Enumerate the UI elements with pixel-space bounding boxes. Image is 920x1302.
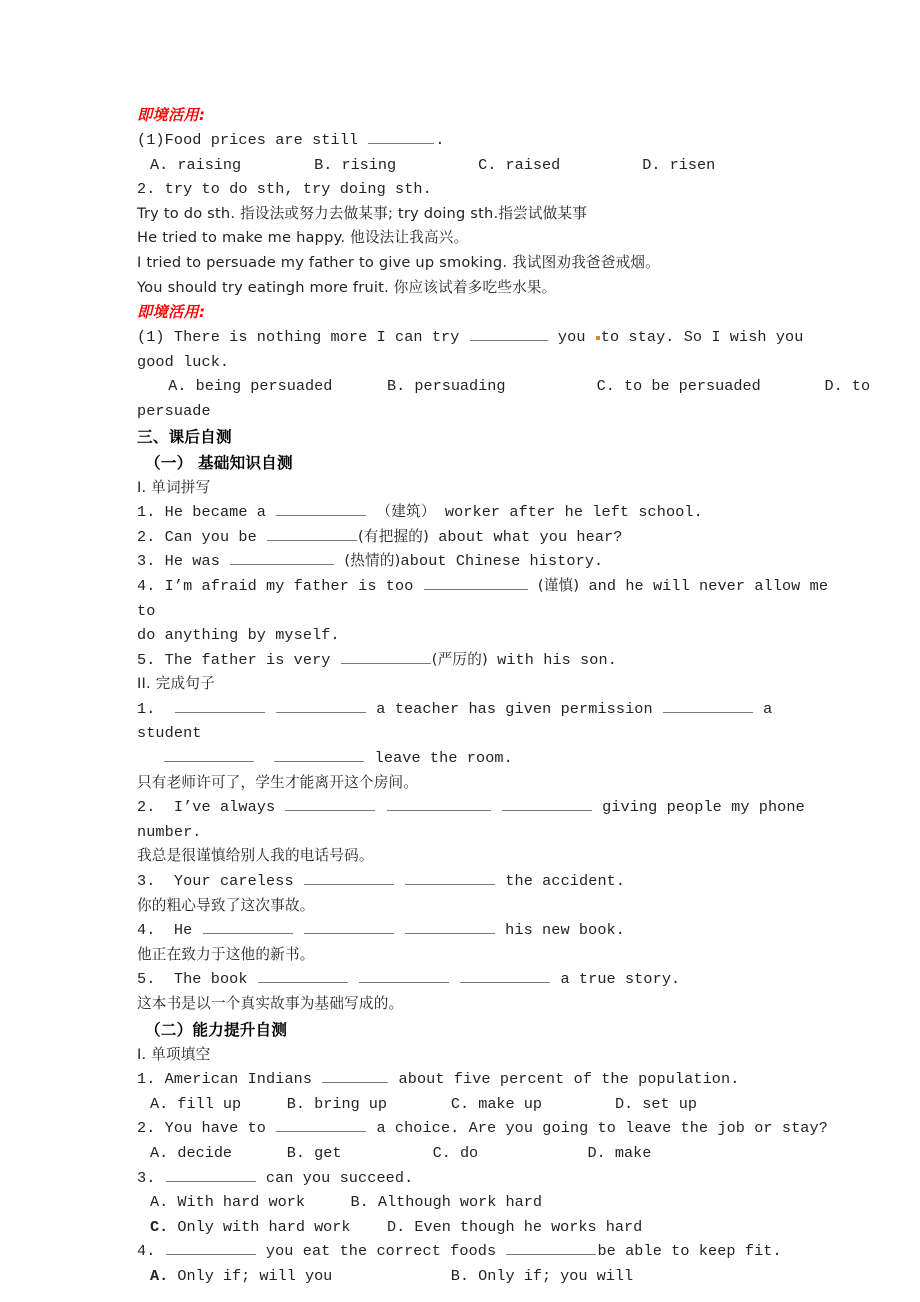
option-letter-d: D. (387, 1217, 406, 1236)
option-letter-c: C. (150, 1217, 169, 1236)
item-post: his new book. (495, 921, 625, 940)
sentence-item-2 (137, 795, 837, 844)
mc-options-2 (137, 1141, 837, 1166)
practice-heading-2: 即境活用: (137, 303, 206, 322)
mc-options-1 (137, 1092, 837, 1117)
option-text-b[interactable]: persuading (414, 377, 506, 396)
item-pre: He (173, 921, 202, 940)
spelling-item-4 (137, 574, 837, 623)
answer-blank[interactable] (230, 550, 334, 565)
grammar-point-explanation: Try to do sth. 指设法或努力去做某事; try doing sth.指尝试做某事 (137, 204, 588, 222)
item-post: be able to keep fit. (597, 1242, 782, 1261)
item-pre: Can you be (164, 527, 267, 546)
item-post: with his son. (487, 650, 617, 669)
answer-blank[interactable] (322, 1068, 388, 1083)
practice2-options (137, 374, 871, 399)
grammar-example-1: He tried to make me happy. 他设法让我高兴。 (137, 229, 469, 247)
item-mid: you eat the correct foods (256, 1242, 506, 1261)
answer-blank[interactable] (470, 326, 548, 341)
grammar-point-number: 2. (137, 180, 156, 199)
answer-blank[interactable] (387, 796, 491, 811)
item-number: 4. (137, 921, 156, 940)
answer-blank[interactable] (424, 574, 528, 589)
item-post: a choice. Are you going to leave the job or stay? (367, 1119, 828, 1138)
answer-blank[interactable] (663, 697, 753, 712)
item-pre: The book (173, 970, 257, 989)
item-number: 1. (137, 503, 156, 522)
answer-blank[interactable] (304, 870, 394, 885)
item-post: about five percent of the population. (389, 1070, 740, 1089)
option-letter-a: A. (150, 155, 169, 174)
option-text-b[interactable]: Although work hard (377, 1193, 542, 1212)
document-body (137, 103, 871, 1289)
item-number: 3. (137, 872, 156, 891)
item-number: 3. (137, 1168, 156, 1187)
sentence-item-3 (137, 869, 837, 894)
item-number: 2. (137, 527, 156, 546)
practice2-question-pre: (1) There is nothing more I can try (137, 328, 469, 347)
answer-blank[interactable] (274, 747, 364, 762)
answer-blank[interactable] (405, 919, 495, 934)
answer-blank[interactable] (502, 796, 592, 811)
grammar-point-title-line (137, 177, 837, 202)
answer-blank[interactable] (359, 968, 449, 983)
item-hint: (谨慎) (537, 576, 580, 594)
sentence-item-2-translation: 我总是很谨慎给别人我的电话号码。 (137, 847, 374, 865)
practice2-options-wrap: persuade (137, 401, 211, 420)
option-text-a[interactable]: decide (177, 1143, 233, 1162)
sentence-item-4 (137, 918, 837, 943)
item-hint: （建筑） (376, 503, 436, 521)
option-text-a[interactable]: raising (177, 155, 242, 174)
answer-blank[interactable] (164, 747, 254, 762)
option-text-c[interactable]: Only with hard work (177, 1217, 351, 1236)
spelling-item-3 (137, 549, 837, 574)
option-letter-c: C. (450, 1094, 470, 1113)
mc-options-3-row1 (137, 1190, 837, 1215)
item-hint: (严厉的) (431, 650, 488, 668)
item-number: 3. (137, 552, 156, 571)
option-letter-b: B. (286, 1094, 305, 1113)
option-text-d[interactable]: risen (669, 155, 716, 174)
option-text-d[interactable]: set up (642, 1094, 697, 1113)
answer-blank[interactable] (166, 1166, 256, 1181)
section-heading-part3: 三、课后自测 (137, 427, 232, 446)
sentence-item-5 (137, 967, 837, 992)
practice2-question-post: to stay. So I wish you good luck. (137, 328, 813, 371)
sentence-item-1 (137, 697, 837, 746)
item-mid: a teacher has given permission (367, 699, 662, 718)
mc-question-3 (137, 1166, 837, 1191)
item-hint: (有把握的) (358, 527, 429, 545)
option-letter-a: A. (150, 1094, 169, 1113)
answer-blank[interactable] (203, 919, 293, 934)
task-label-complete-sentences: II. 完成句子 (137, 675, 215, 693)
practice1-question-tail: . (435, 131, 445, 149)
answer-blank[interactable] (276, 1117, 366, 1132)
item-number: 1. (137, 1070, 156, 1089)
answer-blank[interactable] (276, 697, 366, 712)
mc-question-1 (137, 1067, 837, 1092)
sentence-item-5-translation: 这本书是以一个真实故事为基础写成的。 (137, 995, 404, 1012)
answer-blank[interactable] (175, 697, 265, 712)
item-hint: (热情的) (344, 552, 401, 570)
item-pre: The father is very (164, 650, 340, 669)
item-number: 1. (137, 699, 156, 718)
option-text-d[interactable]: Even though he works hard (414, 1217, 643, 1236)
option-text-c[interactable]: make up (478, 1094, 543, 1113)
spelling-item-5 (137, 648, 837, 673)
option-letter-b: B. (314, 155, 333, 174)
option-text-b[interactable]: bring up (314, 1094, 388, 1113)
item-pre: American Indians (164, 1070, 322, 1089)
option-letter-c: C. (478, 155, 497, 174)
mc-question-4 (137, 1239, 837, 1264)
item-post: and he will never allow me to (137, 576, 838, 620)
editing-mark-icon (596, 336, 600, 340)
spelling-item-2 (137, 525, 837, 550)
option-letter-a: A. (168, 377, 187, 396)
item-pre: Your careless (173, 872, 303, 891)
item-post: can you succeed. (256, 1168, 414, 1187)
option-letter-a: A. (150, 1143, 169, 1162)
item-pre: I’ve always (173, 798, 285, 817)
option-text-a[interactable]: Only if; will you (177, 1266, 333, 1285)
sentence-item-3-translation: 你的粗心导致了这次事故。 (137, 896, 315, 914)
item-pre: You have to (164, 1119, 276, 1138)
practice-heading-1: 即境活用: (137, 106, 206, 124)
option-text-a[interactable]: With hard work (177, 1193, 305, 1212)
option-text-c[interactable]: do (459, 1143, 479, 1162)
item-number: 5. (137, 970, 156, 989)
answer-blank[interactable] (341, 648, 431, 663)
option-letter-b: B. (286, 1143, 305, 1162)
item-post: worker after he left school. (435, 503, 703, 522)
answer-blank[interactable] (368, 129, 434, 144)
option-letter-a: A. (150, 1266, 169, 1285)
option-text-a[interactable]: fill up (177, 1094, 242, 1113)
option-text-a[interactable]: being persuaded (195, 377, 333, 396)
item-post: a student (137, 699, 782, 743)
answer-blank[interactable] (166, 1240, 256, 1255)
option-text-c[interactable]: raised (505, 155, 561, 174)
answer-blank[interactable] (285, 796, 375, 811)
option-letter-d: D. (614, 1094, 634, 1113)
subsection-heading-a: （一） 基础知识自测 (145, 453, 293, 472)
option-text-b[interactable]: rising (341, 155, 397, 174)
practice1-options (137, 153, 837, 178)
grammar-example-2: I tried to persuade my father to give up smoking. 我试图劝我爸爸戒烟。 (137, 253, 660, 271)
task-label-word-spelling: I. 单词拼写 (137, 478, 211, 496)
subsection-heading-b: （二）能力提升自测 (145, 1020, 288, 1039)
option-letter-c: C. (596, 377, 615, 396)
practice1-question (137, 128, 837, 153)
spelling-item-1 (137, 500, 837, 525)
grammar-point-title: try to do sth, try doing sth. (164, 180, 432, 199)
option-letter-b: B. (450, 1266, 470, 1285)
sentence-item-1-line2 (137, 746, 837, 771)
item-number: 2. (137, 798, 156, 817)
item-pre: I’m afraid my father is too (164, 576, 423, 595)
item-post: a true story. (551, 970, 681, 989)
option-text-b[interactable]: Only if; you will (478, 1266, 634, 1285)
practice2-question-mid: you (548, 328, 595, 347)
item-pre: He became a (164, 503, 276, 522)
item-post: leave the room. (365, 749, 513, 768)
item-number: 4. (137, 576, 156, 595)
option-text-c[interactable]: to be persuaded (624, 377, 761, 396)
option-letter-a: A. (150, 1193, 169, 1212)
option-letter-c: C. (432, 1143, 451, 1162)
option-text-d[interactable]: to (851, 377, 871, 396)
option-letter-b: B. (387, 377, 406, 396)
spelling-item-4-wrap: do anything by myself. (137, 626, 340, 645)
answer-blank[interactable] (258, 968, 348, 983)
mc-options-3-row2 (137, 1215, 837, 1240)
answer-blank[interactable] (304, 919, 394, 934)
option-letter-d: D. (642, 155, 661, 174)
task-label-multiple-choice: I. 单项填空 (137, 1045, 211, 1063)
item-post: about Chinese history. (400, 552, 604, 571)
item-post: the accident. (496, 872, 626, 891)
option-letter-b: B. (350, 1193, 369, 1212)
item-number: 4. (137, 1242, 156, 1261)
item-pre: He was (164, 552, 230, 571)
item-number: 5. (137, 650, 156, 669)
mc-question-2 (137, 1116, 837, 1141)
practice1-question-text: (1)Food prices are still (137, 131, 368, 149)
answer-blank[interactable] (460, 968, 550, 983)
option-text-b[interactable]: get (314, 1143, 342, 1162)
answer-blank[interactable] (267, 525, 357, 540)
answer-blank[interactable] (405, 870, 495, 885)
option-letter-d: D. (587, 1143, 606, 1162)
grammar-example-3: You should try eatingh more fruit. 你应该试着多吃些水果。 (137, 278, 557, 296)
item-post: about what you hear? (428, 527, 623, 546)
sentence-item-4-translation: 他正在致力于这他的新书。 (137, 945, 315, 963)
option-text-d[interactable]: make (614, 1143, 652, 1162)
option-letter-d: D. (824, 377, 843, 396)
item-post: giving people my phone number. (137, 798, 815, 841)
answer-blank[interactable] (506, 1240, 596, 1255)
mc-options-4 (137, 1264, 837, 1289)
sentence-item-1-translation: 只有老师许可了，学生才能离开这个房间。 (137, 773, 419, 791)
practice2-question (137, 325, 837, 374)
item-number: 2. (137, 1119, 156, 1138)
answer-blank[interactable] (276, 501, 366, 516)
